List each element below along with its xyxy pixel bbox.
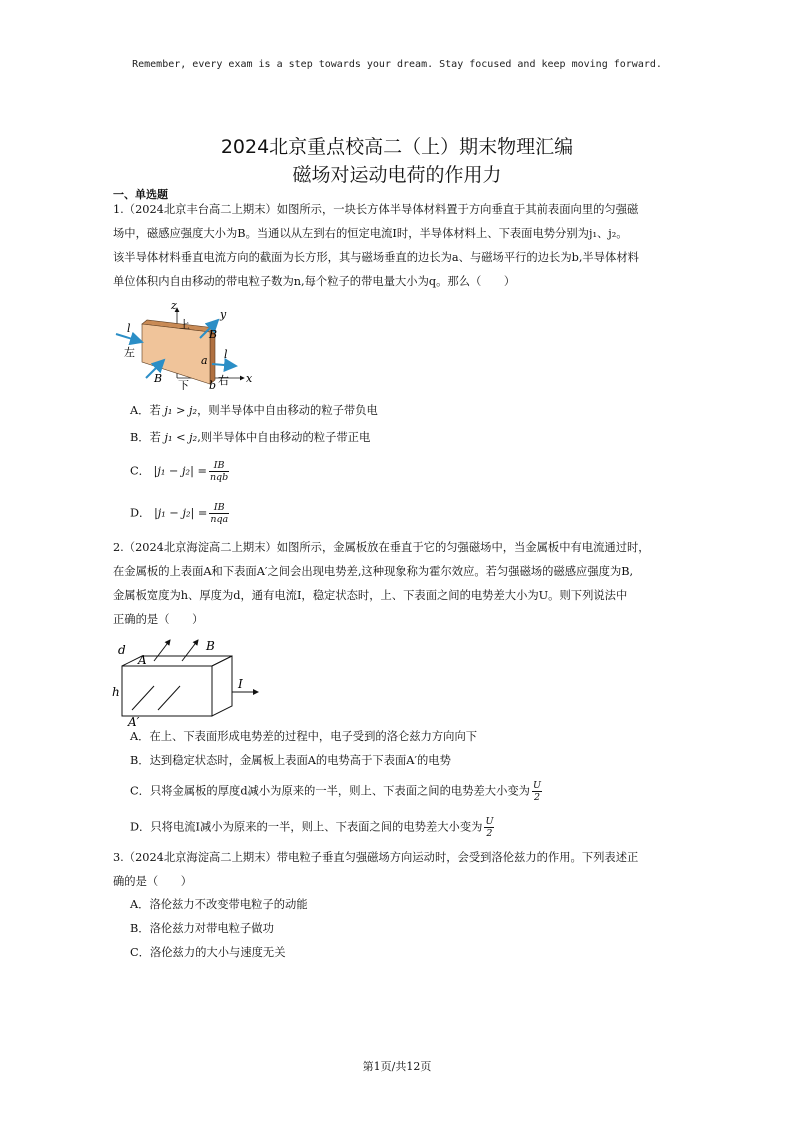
plate-side (212, 656, 232, 716)
label-y: y (220, 308, 227, 321)
q3-option-b[interactable]: B．洛伦兹力对带电粒子做功 (130, 922, 274, 935)
label-a: a (201, 354, 208, 367)
doc-title: 2024北京重点校高二（上）期末物理汇编 (220, 136, 574, 158)
current-out-arrow (212, 364, 236, 366)
q1-option-d-numerator: IB (209, 502, 229, 514)
section-heading: 一、单选题 (113, 188, 168, 201)
question-2-stem (113, 536, 685, 632)
q1-option-a-text: ，则半导体中自由移动的粒子带负电 (197, 404, 378, 417)
page-footer: 第1页/共12页 (362, 1060, 432, 1073)
question-3-stem (113, 846, 685, 894)
label-right: 右 (218, 374, 229, 387)
doc-subtitle: 磁场对运动电荷的作用力 (292, 164, 502, 186)
question-3-line-1: 3.（2024北京海淀高二上期末）带电粒子垂直匀强磁场方向运动时，会受到洛伦兹力的作用。下列表述正 (113, 851, 639, 864)
label-up: 上 (179, 318, 190, 331)
label-z: z (171, 299, 177, 312)
q1-option-a-math: j₁ > j₂ (164, 404, 198, 417)
q1-option-d[interactable] (130, 502, 229, 525)
q1-option-b-text: ,则半导体中自由移动的粒子带正电 (197, 431, 371, 444)
slab-front (142, 324, 210, 384)
label-A: A (138, 653, 147, 667)
q3-option-c[interactable]: C．洛伦兹力的大小与速度无关 (130, 946, 286, 959)
question-2-figure (112, 636, 272, 726)
q2-option-d-fraction (484, 816, 494, 839)
question-1-line-1: 1.（2024北京丰台高二上期末）如图所示，一块长方体半导体材料置于方向垂直于其前表面向里的匀强磁 (113, 203, 639, 216)
label-A-prime: A′ (128, 715, 140, 726)
label-b-bottom: B (154, 372, 163, 385)
label-d: d (118, 643, 126, 657)
q1-option-a[interactable] (130, 402, 378, 420)
current-in-arrow (116, 334, 142, 342)
q2-option-c[interactable] (130, 780, 542, 803)
label-h: h (112, 685, 120, 699)
question-1-line-3: 该半导体材料垂直电流方向的截面为长方形，其与磁场垂直的边长为a、与磁场平行的边长为b,半导体材料 (113, 251, 639, 264)
q2-option-c-fraction (532, 780, 542, 803)
q2-option-d-numerator: U (485, 816, 494, 827)
plate-front (122, 666, 212, 716)
q3-option-a[interactable]: A．洛伦兹力不改变带电粒子的动能 (130, 898, 308, 911)
q1-option-c-numerator: IB (209, 460, 229, 472)
q1-option-a-prefix: A．若 (130, 404, 165, 417)
question-2-line-4: 正确的是（ ） (113, 613, 204, 626)
motto-header: Remember, every exam is a step towards your dream. Stay focused and keep moving forward. (132, 59, 662, 70)
q2-option-c-text: C．只将金属板的厚度d减小为原来的一半，则上、下表面之间的电势差大小变为 (130, 784, 530, 798)
q1-option-d-fraction (209, 502, 229, 525)
q1-option-d-prefix: D． (130, 506, 154, 520)
question-2-line-2: 在金属板的上表面A和下表面A′之间会出现电势差,这种现象称为霍尔效应。若匀强磁场的磁感应强度为B, (113, 565, 634, 578)
question-2-line-3: 金属板宽度为h、厚度为d，通有电流I，稳定状态时，上、下表面之间的电势差大小为U。则下列说法中 (113, 589, 628, 602)
label-left: 左 (124, 346, 135, 359)
q2-option-a[interactable]: A．在上、下表面形成电势差的过程中，电子受到的洛仑兹力方向向下 (130, 730, 478, 743)
question-2-line-1: 2.（2024北京海淀高二上期末）如图所示，金属板放在垂直于它的匀强磁场中，当金属板中有电流通过时， (113, 541, 650, 554)
q1-option-c[interactable] (130, 460, 229, 483)
question-1-line-4: 单位体积内自由移动的带电粒子数为n,每个粒子的带电量大小为q。那么（ ） (113, 275, 516, 288)
question-1-figure (112, 298, 262, 390)
q2-option-d[interactable] (130, 816, 494, 839)
q1-option-d-math: |j₁ − j₂| = (153, 506, 208, 520)
q1-option-c-math: |j₁ − j₂| = (153, 464, 207, 478)
label-b-top: B (209, 328, 218, 341)
q1-option-b-prefix: B．若 (130, 431, 165, 444)
q2-option-d-text: D．只将电流I减小为原来的一半，则上、下表面之间的电势差大小变为 (130, 820, 483, 834)
label-x: x (246, 372, 253, 385)
question-1-stem (113, 198, 685, 294)
q1-option-c-prefix: C． (130, 464, 154, 478)
q1-option-b-math: j₁ < j₂ (164, 431, 198, 444)
question-3-line-2: 确的是（ ） (113, 875, 193, 888)
q1-option-c-fraction (209, 460, 229, 483)
label-l-left: l (127, 322, 131, 335)
label-down: 下 (178, 379, 189, 390)
label-I: I (238, 677, 243, 691)
q2-option-c-denominator: 2 (533, 792, 541, 803)
label-B: B (206, 639, 215, 653)
label-l-right: l (224, 348, 228, 361)
q1-option-c-denominator: nqb (209, 472, 229, 483)
q2-option-d-denominator: 2 (486, 828, 493, 839)
label-b-small: b (209, 379, 217, 390)
q1-option-d-denominator: nqa (210, 514, 229, 525)
q2-option-b[interactable]: B．达到稳定状态时，金属板上表面A的电势高于下表面A′的电势 (130, 754, 451, 767)
q2-option-c-numerator: U (532, 780, 541, 791)
question-1-line-2: 场中，磁感应强度大小为B。当通以从左到右的恒定电流I时，半导体材料上、下表面电势分别为j₁、j₂。 (113, 227, 628, 240)
q1-option-b[interactable] (130, 429, 370, 447)
